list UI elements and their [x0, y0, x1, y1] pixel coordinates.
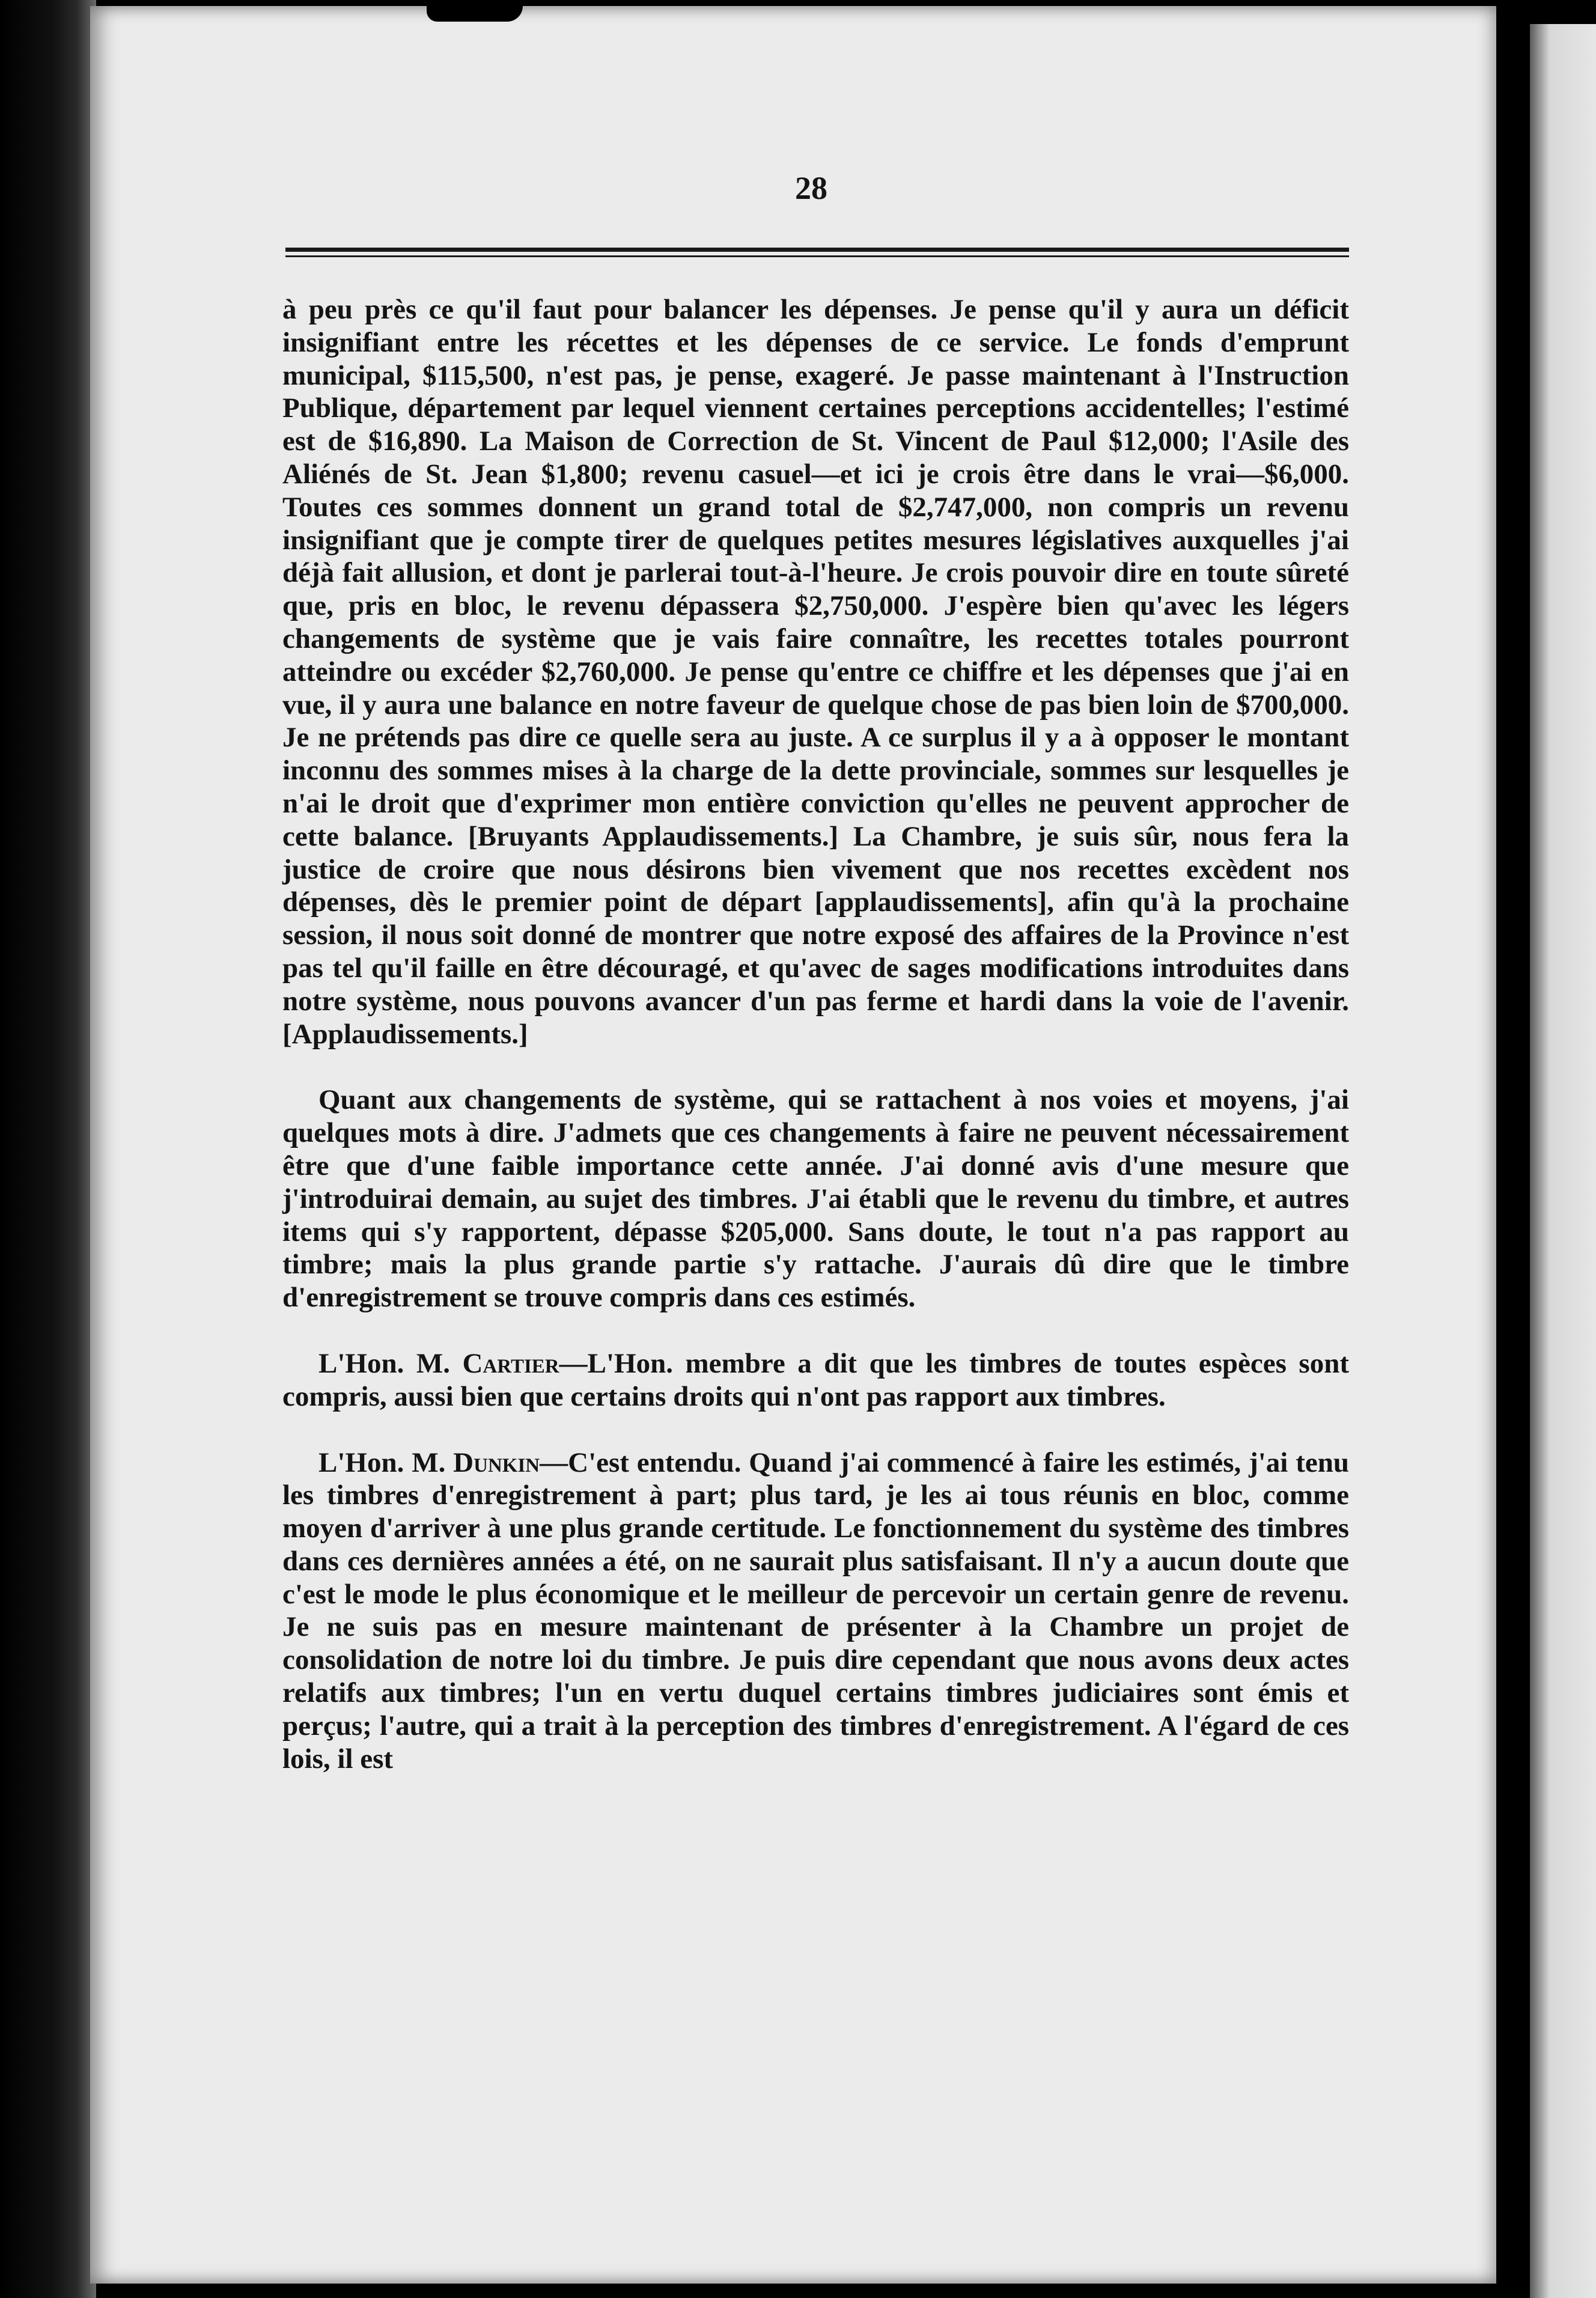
- paragraph-dunkin: [282, 1446, 1349, 1776]
- page-number: 28: [795, 170, 827, 206]
- paragraph-continued: à peu près ce qu'il faut pour balancer les dépenses. Je pense qu'il y aura un déficit insignifiant entre les récettes et les dépenses de ce service. Le fonds d'emprunt municipal, $115,500, n'est pas, je pense, exageré. Je passe maintenant à l'Instruction Publique, département par lequel viennent certaines perceptions accidentelles; l'estimé est de $16,890. La Maison de Correction de St. Vincent de Paul $12,000; l'Asile des Aliénés de St. Jean $1,800; revenu casuel—et ici je crois être dans le vrai—$6,000. Toutes ces sommes donnent un grand total de $2,747,000, non compris un revenu insignifiant que je compte tirer de quelques petites mesures législatives auxquelles j'ai déjà fait allusion, et dont je parlerai tout-à-l'heure. Je crois pouvoir dire en toute sûreté que, pris en bloc, le revenu dépassera $2,750,000. J'espère bien qu'avec les légers changements de système que je vais faire connaître, les recettes totales pourront atteindre ou excéder $2,760,000. Je pense qu'entre ce chiffre et les dépenses que j'ai en vue, il y aura une balance en notre faveur de quelque chose de pas bien loin de $700,000. Je ne prétends pas dire ce quelle sera au juste. A ce surplus il y a à opposer le montant inconnu des sommes mises à la charge de la dette provinciale, sommes sur lesquelles je n'ai le droit que d'exprimer mon entière conviction qu'elles ne peuvent approcher de cette balance. [Bruyants Applaudissements.] La Chambre, je suis sûr, nous fera la justice de croire que nous désirons bien vivement que nos recettes excèdent nos dépenses, dès le premier point de départ [applaudissements], afin qu'à la prochaine session, il nous soit donné de montrer que notre exposé des affaires de la Province n'est pas tel qu'il faille en être découragé, et qu'avec de sages modifications introduites dans notre système, nous pouvons avancer d'un pas ferme et hardi dans la voie de l'avenir. [Applaudissements.]: [282, 294, 1349, 1050]
- page-tear: [427, 6, 523, 22]
- speaker-prefix: L'Hon. M.: [318, 1347, 463, 1379]
- paragraph-cartier: [282, 1347, 1349, 1413]
- speaker-prefix: L'Hon. M.: [318, 1446, 454, 1478]
- speech-text: —L'Hon. membre a dit que les timbres de toutes espèces sont compris, aussi bien que certains droits qui n'ont pas rapport aux timbres.: [282, 1347, 1349, 1412]
- header-rule-thick: [285, 248, 1349, 252]
- adjacent-page-edge: [1530, 24, 1596, 2298]
- body-text: [282, 293, 1349, 1775]
- speech-text: —C'est entendu. Quand j'ai commencé à faire les estimés, j'ai tenu les timbres d'enregistrement à part; plus tard, je les ai tous réunis en bloc, comme moyen d'arriver à une plus grande certitude. Le fonctionnement du système des timbres dans ces dernières années a été, on ne saurait plus satisfaisant. Il n'y a aucun doute que c'est le mode le plus économique et le meilleur de percevoir un certain genre de revenu. Je ne suis pas en mesure maintenant de présenter à la Chambre un projet de consolidation de notre loi du timbre. Je puis dire cependant que nous avons deux actes relatifs aux timbres; l'un en vertu duquel certains timbres judiciaires sont émis et perçus; l'autre, qui a trait à la perception des timbres d'enregistrement. A l'égard de ces lois, il est: [282, 1446, 1350, 1775]
- book-gutter: [1496, 0, 1530, 2298]
- speaker-name: Dunkin: [453, 1446, 540, 1478]
- speaker-name: Cartier: [462, 1347, 559, 1379]
- scan-left-edge: [0, 0, 96, 2298]
- paragraph-changements: Quant aux changements de système, qui se rattachent à nos voies et moyens, j'ai quelques mots à dire. J'admets que ces changements à faire ne peuvent nécessairement être que d'une faible importance cette année. J'ai donné avis d'une mesure que j'introduirai demain, au sujet des timbres. J'ai établi que le revenu du timbre, et autres items qui s'y rapportent, dépasse $205,000. Sans doute, le tout n'a pas rapport au timbre; mais la plus grande partie s'y rattache. J'aurais dû dire que le timbre d'enregistrement se trouve compris dans ces estimés.: [282, 1084, 1349, 1314]
- header-rule-thin: [285, 255, 1349, 257]
